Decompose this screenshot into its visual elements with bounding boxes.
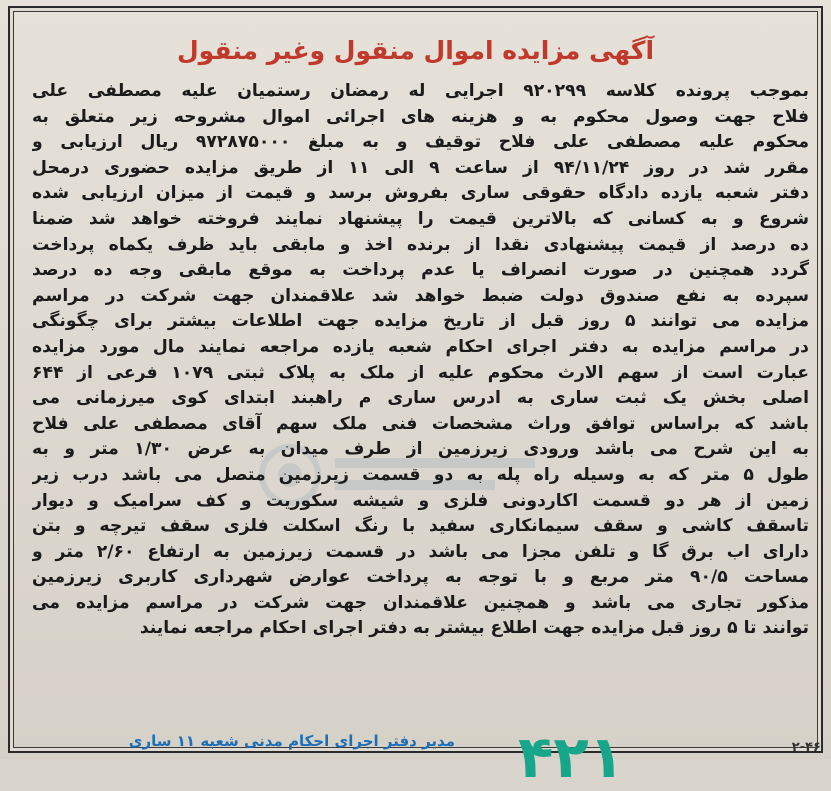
notice-line: مذکور تجاری می باشد و همچنین علاقمندان جهت شرکت در مراسم مزایده می	[32, 592, 809, 613]
notice-line: زمین از هر دو قسمت اکاردونی فلزی و شیشه سکوریت و کف سرامیک و دیوار	[32, 490, 809, 511]
page-number: ۲-۴۶	[791, 740, 821, 755]
notice-line: دفتر شعبه یازده دادگاه حقوقی ساری بفروش برسد و قیمت از میزان ارزیابی شده	[32, 183, 809, 204]
notice-body	[32, 79, 809, 642]
notice-line: دارای اب برق گا و تلفن مجزا می باشد در قسمت زیرزمین به ارتفاع ۲/۶۰ متر و	[32, 541, 809, 562]
notice-line: طول ۵ متر که به وسیله راه پله به دو قسمت زیرزمین متصل می باشد درب زیر	[32, 464, 809, 485]
notice-line: گردد همچنین در صورت انصراف یا عدم پرداخت به موقع مابقی وجه ده درصد	[32, 260, 809, 281]
notice-line: به این شرح می باشد ورودی زیرزمین از طرف میدان به عرض ۱/۳۰ متر و به	[32, 439, 809, 460]
notice-line: مساحت ۹۰/۵ متر مربع و با توجه به پرداخت عوارض شهرداری کاربری زیرزمین	[32, 567, 809, 588]
handwritten-number: ۴۲۱	[518, 723, 625, 791]
notice-line: شروع و به کسانی که بالاترین قیمت را پیشنهاد نمایند فروخته خواهد شد ضمنا	[32, 208, 809, 229]
notice-line: بموجب پرونده کلاسه ۹۲۰۲۹۹ اجرایی له رمضان رستمیان علیه مصطفی علی	[32, 81, 809, 101]
notice-line: ده درصد از قیمت پیشنهادی نقدا از برنده اخذ و مابقی باید ظرف یکماه پرداخت	[32, 234, 809, 255]
notice-line: محکوم علیه مصطفی علی فلاح توقیف و به مبلغ ۹۷۲۸۷۵۰۰۰ ریال ارزیابی و	[32, 132, 809, 153]
notice-title: آگهی مزایده اموال منقول وغیر منقول	[176, 36, 655, 65]
notice-line: سپرده به نفع صندوق دولت ضبط خواهد شد علاقمندان جهت شرکت در مراسم	[32, 285, 809, 306]
notice-line: عبارت است از سهم الارث محکوم علیه از ملک به پلاک ثبتی ۱۰۷۹ فرعی از ۶۴۴	[32, 362, 809, 383]
notice-line: توانند تا ۵ روز قبل مزایده جهت اطلاع بیشتر به دفتر اجرای احکام مراجعه نمایند	[139, 618, 809, 639]
notice-line: تاسقف کاشی و سقف سیمانکاری سفید با رنگ اسکلت فلزی سقف تیرچه و بتن	[32, 516, 809, 537]
notice-line: مزایده می توانند ۵ روز قبل از تاریخ مزایده جهت اطلاعات بیشتر برای چگونگی	[32, 311, 809, 332]
notice-line: در مراسم مزایده به دفتر اجرای احکام شعبه یازده مراجعه نمایند مال مورد مزایده	[32, 336, 809, 357]
notice-line: فلاح جهت وصول محکوم به و هزینه های اجرائی اموال مشروحه زیر متعلق به	[32, 106, 809, 127]
notice-line: اصلی بخش یک ثبت ساری به ادرس ساری م راهبند ابتدای کوی میرزمانی می	[32, 388, 809, 409]
signature-line: مدیر دفتر اجرای احکام مدنی شعبه ۱۱ ساری	[128, 732, 455, 750]
notice-line: باشد که براساس توافق وراث مشخصات فنی ملک سهم آقای مصطفی علی فلاح	[32, 413, 809, 434]
notice-line: مقرر شد در روز ۹۴/۱۱/۲۴ از ساعت ۹ الی ۱۱ از طریق مزایده حضوری درمحل	[32, 157, 809, 178]
